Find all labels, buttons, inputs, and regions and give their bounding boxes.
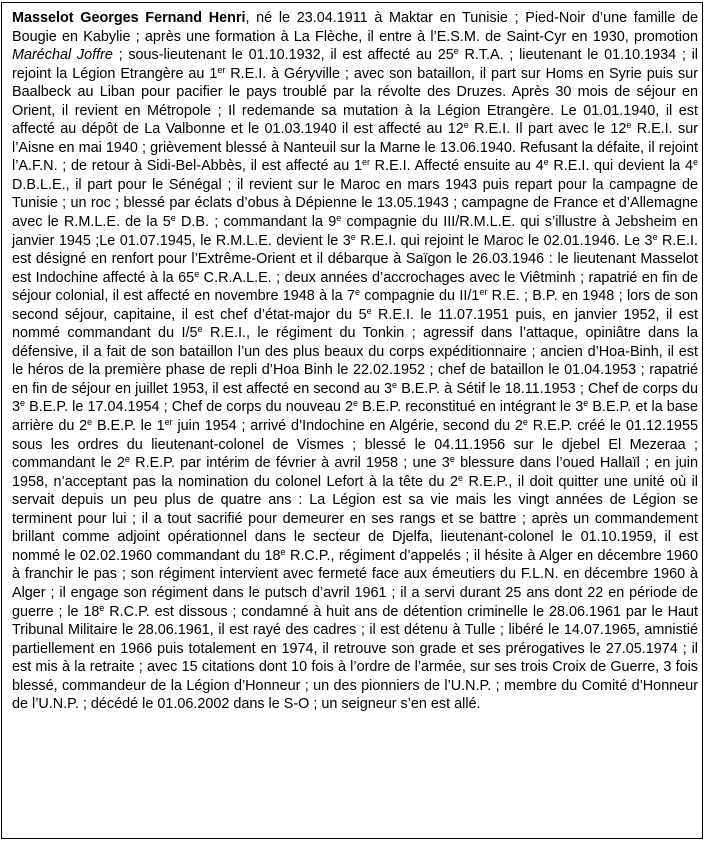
biography-text: R.T.A. ; lieutenant le 01.10.1934 ; il rejoint la Légion Etrangère au 1 [12, 47, 698, 82]
biography-text: R.E.P. par intérim de février à avril 1958 ; une 3 [129, 455, 450, 472]
biography-text: R.E.I. sur l’Aisne en mai 1940 ; grièvement blessé à Nanteuil sur la Marne le 13.06.1940. Refusant la défaite, il rejoint l’A.F.N. ; de retour à Sidi-Bel-Abbès, il est affecté au 1 [12, 121, 698, 175]
ordinal-suffix: e [87, 417, 93, 428]
biography-text: R.E.I. à Géryville ; avec son bataillon, il part sur Homs en Syrie puis sur Baalbeck au Liban pour pacifier le pays troublé par la révolte des Druzes. Après 30 mois de séjour en Orient, il revient en Métropole ; Il redemande sa mutation à la Légion Etrangère. Le 01.01.1940, il est affecté au dépôt de La Valbonne et le 01.03.1940 il est affecté au 12 [12, 65, 698, 138]
ordinal-suffix: e [350, 231, 356, 242]
biography-text: B.E.P. le 17.04.1954 ; Chef de corps du nouveau 2 [25, 399, 354, 416]
ordinal-suffix: e [197, 324, 203, 335]
ordinal-suffix: er [164, 417, 173, 428]
biography-text: R.E.I. qui devient la 4 [548, 158, 693, 175]
biography-text: D.B. ; commandant la 9 [175, 214, 337, 231]
ordinal-suffix: e [366, 305, 372, 316]
ordinal-suffix: e [692, 157, 698, 168]
biography-text: R.E.P. créé le 01.12.1955 sous les ordres du lieutenant-colonel de Vismes ; blessé le 04.11.1956 sur le djebel El Mezeraa ; commandant le 2 [12, 418, 698, 472]
ordinal-suffix: e [99, 602, 105, 613]
biography-text: , né le 23.04.1911 à Maktar en Tunisie ; Pied-Noir d’une famille de Bougie en Kabylie ; après une formation à La Flèche, il entre à l’E.S.M. de Saint-Cyr en 1930, promotion [12, 10, 698, 45]
biography-text: R.E.I. qui rejoint le Maroc le 02.01.1946. Le 3 [355, 232, 653, 249]
biography-text: R.C.P. est dissous ; condamné à huit ans de détention criminelle le 28.06.1961 par le Haut Tribunal Militaire le 28.06.1961, il est rayé des cadres ; il est détenu à Tulle ; libéré le 14.07.1965, amnistié partiellement en 1966 puis totalement en 1974, il retrouve son grade et ses prérogatives le 27.05.1974 ; il est mis à la retraite ; avec 15 citations dont 10 fois à l’ordre de l’armée, sur ses trois Croix de Guerre, 3 fois blessé, commandeur de la Légion d’Honneur ; un des pionniers de l’U.N.P. ; membre du Comité d’Honneur de l’U.N.P. ; décédé le 01.06.2002 dans le S-O ; un seigneur s’en est allé. [12, 603, 698, 713]
ordinal-suffix: e [626, 120, 632, 131]
ordinal-suffix: e [463, 120, 469, 131]
biography-paragraph [12, 9, 698, 714]
ordinal-suffix: e [194, 268, 200, 279]
biography-text: R.E.I. est désigné en renfort pour l’Extrême-Orient et il débarque à Saïgon le 26.03.1946 : le lieutenant Masselot est Indochine affecté à la 65 [12, 232, 699, 286]
biography-text: R.E.I. Affecté ensuite au 4 [369, 158, 544, 175]
biography-text: B.E.P. reconstitué en intégrant le 3 [358, 399, 584, 416]
ordinal-suffix: e [458, 472, 464, 483]
ordinal-suffix: e [336, 213, 342, 224]
biography-frame [1, 2, 703, 839]
promotion-name: Maréchal Joffre [12, 47, 113, 64]
biography-text: blessure dans l’oued Hallaïl ; en juin 1958, n’acceptant pas la nomination du colonel Lefort à la tête du 2 [12, 455, 698, 490]
biography-text: D.B.L.E., il part pour le Sénégal ; il revient sur le Maroc en mars 1943 puis repart pour la campagne de Tunisie ; un roc ; blessé par éclats d’obus à Dépienne le 13.05.1943 ; campagne de France et d’Allemagne avec le R.M.L.E. de la 5 [12, 176, 698, 231]
person-name: Masselot Georges Fernand Henri [12, 10, 246, 26]
biography-text: C.R.A.L.E. ; deux années d’accrochages avec le Viêtminh ; rapatrié en fin de séjour colonial, il est affecté en novembre 1948 à la 7 [12, 269, 699, 305]
ordinal-suffix: e [543, 157, 549, 168]
biography-text: B.E.P. le 1 [92, 418, 165, 435]
biography-text: B.E.P. et la base arrière du 2 [12, 399, 699, 435]
biography-text: compagnie du III/R.M.L.E. qui s’illustre à Jebsheim en janvier 1945 ;Le 01.07.1945, le R.M.L.E. devient le 3 [12, 214, 698, 249]
ordinal-suffix: e [449, 454, 455, 465]
ordinal-suffix: e [453, 46, 459, 57]
ordinal-suffix: e [280, 546, 286, 557]
biography-text: R.E.I., le régiment du Tonkin ; agressif dans l’attaque, opiniâtre dans la défensive, il a fait de son bataillon l’un des plus beaux du corps expéditionnaire ; ancien d’Hoa-Binh, il est le héros de la première phase de repli d’Hoa Binh le 22.02.1952 ; chef de bataillon le 01.04.1953 ; rapatrié en fin de séjour en juillet 1953, il est affecté en second au 3 [12, 325, 698, 397]
ordinal-suffix: er [479, 287, 488, 298]
biography-text: R.E.P., il doit quitter une unité où il servait depuis un peu plus de quatre ans : La Légion est sa vie mais les vingt années de Légion se terminent pour lui ; il a tout sacrifié pour demeurer en ses rangs et se battre ; après un commandement brillant comme adjoint opérationnel dans le secteur de Djelfa, lieutenant-colonel le 01.10.1959, il est nommé le 02.02.1960 commandant du 18 [12, 473, 698, 564]
ordinal-suffix: e [522, 417, 528, 428]
ordinal-suffix: er [361, 157, 370, 168]
biography-text: R.C.P., régiment d’appelés ; il hésite à Alger en décembre 1960 à franchir le pas ; son régiment intervient avec fermeté face aux émeutiers du F.L.N. en décembre 1960 à Alger ; il engage son régiment dans le putsch d’avril 1961 ; il a servi durant 25 ans dont 22 en période de guerre ; le 18 [12, 547, 698, 620]
ordinal-suffix: e [652, 231, 658, 242]
biography-text: B.E.P. à Sétif le 18.11.1953 ; Chef de corps du 3 [12, 380, 698, 416]
ordinal-suffix: e [583, 398, 589, 409]
ordinal-suffix: e [353, 398, 359, 409]
biography-text: juin 1954 ; arrivé d’Indochine en Algérie, second du 2 [172, 418, 523, 435]
ordinal-suffix: e [354, 287, 360, 298]
ordinal-suffix: er [217, 64, 226, 75]
ordinal-suffix: e [170, 213, 176, 224]
ordinal-suffix: e [392, 379, 398, 390]
biography-text: ; sous-lieutenant le 01.10.1932, il est affecté au 25 [112, 47, 454, 64]
biography-text: compagnie du II/1 [359, 288, 480, 305]
ordinal-suffix: e [20, 398, 26, 409]
biography-text: R.E.I. le 11.07.1951 puis, en janvier 1952, il est nommé commandant du I/5 [12, 306, 698, 342]
biography-text: R.E.I. Il part avec le 12 [468, 121, 627, 138]
biography-text: R.E. ; B.P. en 1948 ; lors de son second séjour, capitaine, il est chef d’état-major du 5 [12, 288, 698, 323]
ordinal-suffix: e [124, 454, 130, 465]
